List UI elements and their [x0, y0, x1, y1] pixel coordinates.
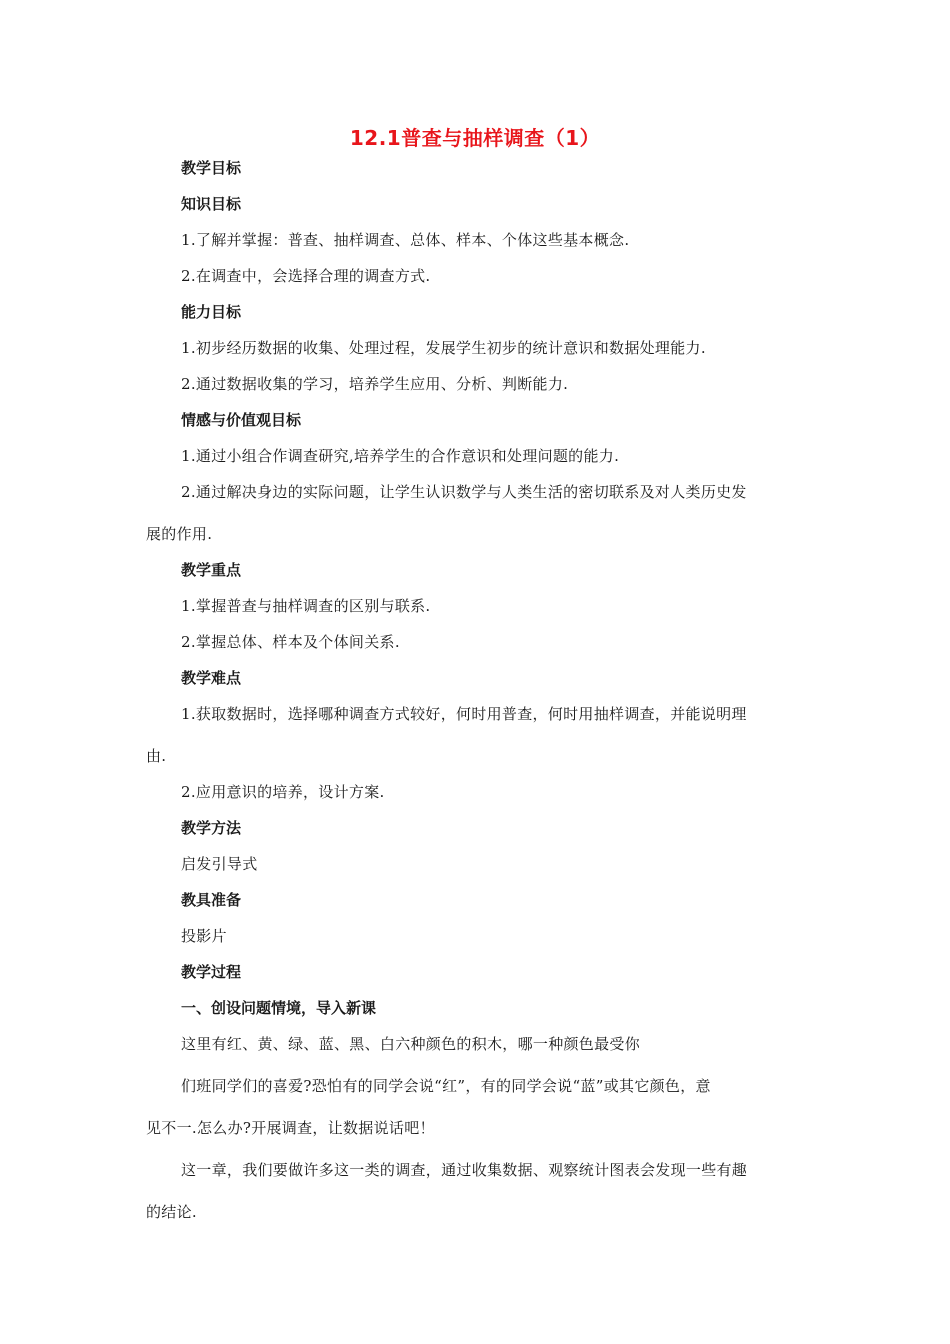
difficulty-2: 2.应用意识的培养，设计方案.: [181, 783, 385, 801]
heading-knowledge-goals: 知识目标: [181, 195, 242, 213]
ability-item-2: 2.通过数据收集的学习，培养学生应用、分析、判断能力.: [181, 375, 569, 393]
difficulty-1-line-2: 由.: [146, 747, 167, 765]
heading-teaching-process: 教学过程: [181, 963, 242, 981]
emotion-item-2-line-2: 展的作用.: [146, 525, 213, 543]
step1-paragraph-3-line-2: 的结论.: [146, 1203, 197, 1221]
heading-teaching-goals: 教学目标: [181, 159, 242, 177]
step1-paragraph-2-line-2: 见不一.怎么办?开展调查，让数据说话吧！: [146, 1119, 435, 1137]
heading-step-1: 一、创设问题情境，导入新课: [181, 999, 377, 1017]
step1-paragraph-1: 这里有红、黄、绿、蓝、黑、白六种颜色的积木，哪一种颜色最受你: [181, 1035, 641, 1053]
step1-paragraph-2-line-1: 们班同学们的喜爱?恐怕有的同学会说“红”，有的同学会说“蓝”或其它颜色，意: [181, 1077, 711, 1095]
heading-key-points: 教学重点: [181, 561, 242, 579]
knowledge-item-1: 1.了解并掌握：普查、抽样调查、总体、样本、个体这些基本概念.: [181, 231, 630, 249]
heading-ability-goals: 能力目标: [181, 303, 242, 321]
document-title: 12.1普查与抽样调查（1）: [349, 126, 601, 150]
heading-difficulties: 教学难点: [181, 669, 242, 687]
teaching-method-text: 启发引导式: [181, 855, 258, 873]
document-body: [146, 150, 806, 1230]
heading-teaching-method: 教学方法: [181, 819, 242, 837]
ability-item-1: 1.初步经历数据的收集、处理过程，发展学生初步的统计意识和数据处理能力.: [181, 339, 706, 357]
difficulty-1-line-1: 1.获取数据时，选择哪种调查方式较好，何时用普查，何时用抽样调查，并能说明理: [181, 705, 747, 723]
teaching-tools-text: 投影片: [181, 927, 227, 945]
knowledge-item-2: 2.在调查中，会选择合理的调查方式.: [181, 267, 431, 285]
heading-emotion-goals: 情感与价值观目标: [181, 411, 302, 429]
key-point-1: 1.掌握普查与抽样调查的区别与联系.: [181, 597, 431, 615]
key-point-2: 2.掌握总体、样本及个体间关系.: [181, 633, 400, 651]
emotion-item-1: 1.通过小组合作调查研究,培养学生的合作意识和处理问题的能力.: [181, 447, 620, 465]
step1-paragraph-3-line-1: 这一章，我们要做许多这一类的调查，通过收集数据、观察统计图表会发现一些有趣: [181, 1161, 748, 1179]
emotion-item-2-line-1: 2.通过解决身边的实际问题，让学生认识数学与人类生活的密切联系及对人类历史发: [181, 483, 747, 501]
heading-teaching-tools: 教具准备: [181, 891, 242, 909]
